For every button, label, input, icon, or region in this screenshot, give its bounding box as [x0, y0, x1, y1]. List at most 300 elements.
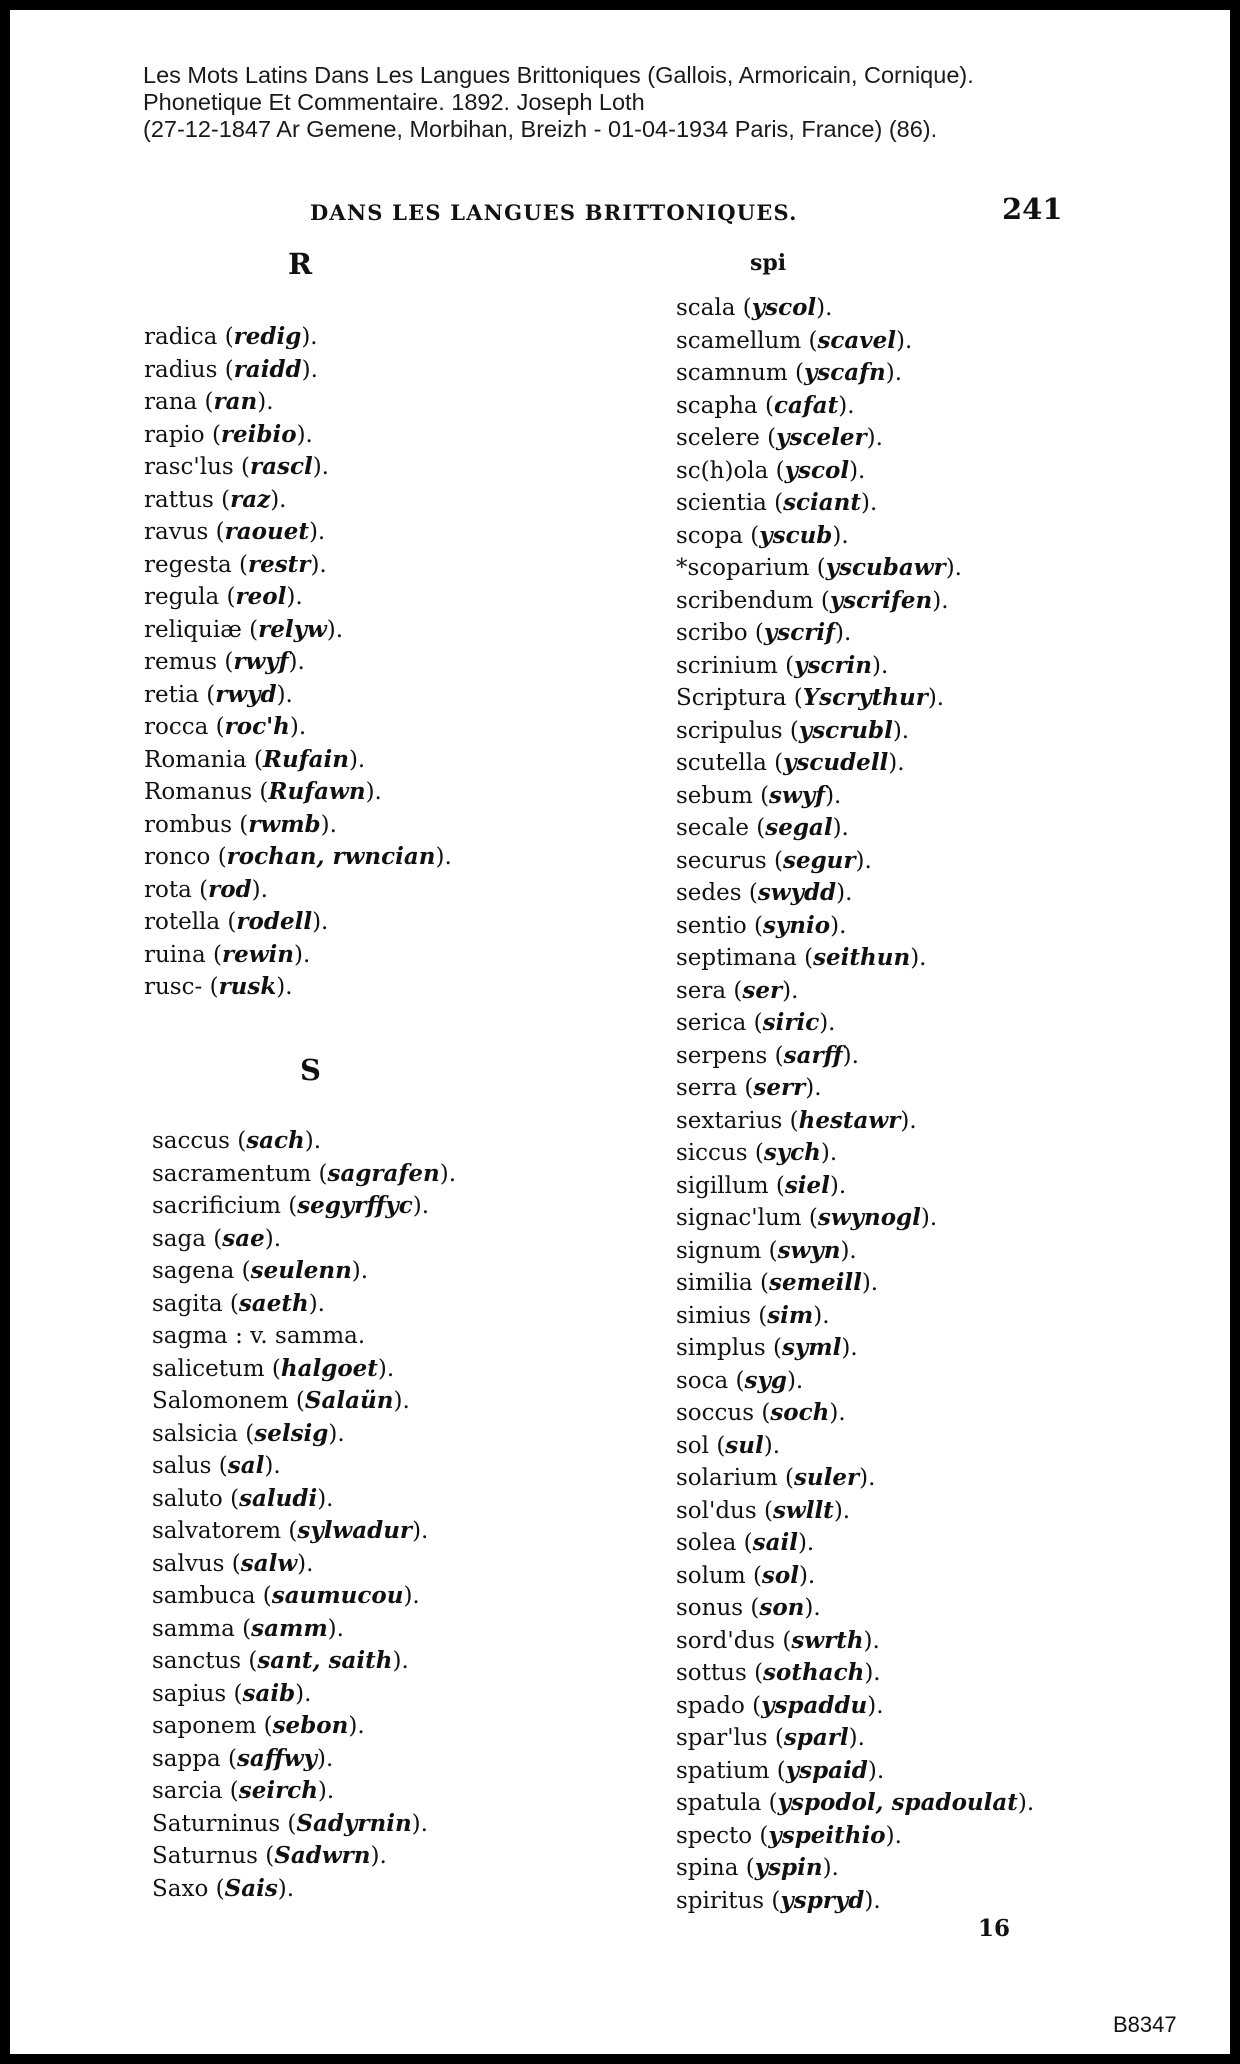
entry-close: ).: [301, 356, 318, 383]
entry-close: ).: [861, 1270, 879, 1296]
latin-term: solea (: [676, 1530, 753, 1556]
dictionary-entry: [144, 971, 452, 1004]
dictionary-entry: [152, 1320, 456, 1353]
brittonic-form: seithun: [813, 944, 911, 971]
dictionary-entry: [676, 325, 1034, 358]
latin-term: solum (: [676, 1562, 762, 1589]
brittonic-form: restr: [247, 550, 311, 578]
entry-close: ).: [277, 1875, 295, 1902]
brittonic-form: sae: [222, 1224, 265, 1252]
entry-close: ).: [832, 522, 849, 549]
latin-term: septimana (: [676, 945, 814, 971]
dictionary-entry: [676, 910, 1034, 943]
latin-term: scamellum (: [676, 327, 818, 354]
dictionary-entry: [676, 1527, 1034, 1560]
brittonic-form: yspaid: [785, 1756, 868, 1784]
latin-term: specto (: [676, 1822, 769, 1849]
dictionary-entry: [676, 1332, 1034, 1365]
latin-term: serra (: [676, 1075, 754, 1101]
entry-close: ).: [412, 1518, 429, 1544]
entry-close: ).: [867, 1692, 884, 1719]
latin-term: spar'lus (: [676, 1725, 784, 1751]
brittonic-form: yscubawr: [825, 554, 946, 581]
brittonic-form: yspin: [754, 1854, 823, 1881]
dictionary-entry: [152, 1613, 456, 1646]
dictionary-entry: [152, 1450, 456, 1483]
latin-term: scopa (: [676, 522, 760, 549]
dictionary-entry: [144, 581, 452, 614]
brittonic-form: semeill: [769, 1269, 862, 1296]
brittonic-form: saffwy: [236, 1744, 318, 1772]
latin-term: sord'dus (: [676, 1627, 792, 1654]
dictionary-entry: [144, 874, 452, 907]
brittonic-form: suler: [793, 1464, 860, 1491]
latin-term: ravus (: [144, 519, 225, 545]
entry-close: ).: [351, 1258, 369, 1284]
brittonic-form: sparl: [783, 1724, 849, 1751]
brittonic-form: segal: [765, 814, 833, 841]
brittonic-form: selsig: [254, 1419, 329, 1447]
latin-term: spatium (: [676, 1757, 786, 1784]
latin-term: sagma : v. samma.: [152, 1323, 366, 1349]
latin-term: securus (: [676, 847, 784, 874]
dictionary-entry: [144, 939, 452, 972]
latin-term: sarcia (: [152, 1778, 239, 1804]
entry-close: ).: [822, 1855, 839, 1881]
latin-term: rasc'lus (: [144, 454, 250, 480]
latin-term: Saturninus (: [152, 1810, 297, 1837]
dictionary-entry: [152, 1645, 456, 1678]
brittonic-form: ser: [742, 976, 783, 1004]
entry-close: ).: [312, 454, 329, 480]
latin-term: signac'lum (: [676, 1205, 818, 1231]
dictionary-entry: [144, 354, 452, 387]
entry-close: ).: [289, 714, 307, 740]
entry-close: ).: [286, 584, 303, 610]
entry-close: ).: [829, 1400, 846, 1426]
dictionary-entry: [676, 487, 1034, 520]
latin-term: Scriptura (: [676, 685, 803, 711]
brittonic-form: ysceler: [776, 424, 867, 451]
brittonic-form: sul: [725, 1431, 764, 1459]
entry-close: ).: [825, 782, 842, 809]
latin-term: rapio (: [144, 421, 221, 448]
entry-close: ).: [885, 360, 903, 386]
entry-close: ).: [439, 1160, 457, 1187]
brittonic-form: ran: [213, 388, 258, 415]
dictionary-entry: [144, 906, 452, 939]
dictionary-entry: [152, 1288, 456, 1321]
brittonic-form: sim: [767, 1301, 814, 1329]
brittonic-form: cafat: [773, 391, 839, 419]
latin-term: scala (: [676, 295, 752, 321]
brittonic-form: swrth: [791, 1626, 864, 1654]
entry-close: ).: [435, 844, 452, 870]
entry-close: ).: [848, 1725, 865, 1751]
entry-close: ).: [842, 1042, 859, 1069]
brittonic-form: yspryd: [780, 1886, 865, 1914]
latin-term: sentio (: [676, 912, 763, 939]
entry-close: ).: [797, 1530, 815, 1556]
dictionary-entry: [676, 650, 1034, 683]
brittonic-form: yscol: [784, 456, 850, 484]
latin-term: spiritus (: [676, 1887, 781, 1914]
latin-term: simius (: [676, 1302, 768, 1329]
latin-term: samma (: [152, 1615, 252, 1642]
latin-term: scientia (: [676, 490, 784, 516]
dictionary-entry: [144, 679, 452, 712]
entry-close: ).: [348, 746, 366, 773]
latin-term: remus (: [144, 649, 234, 675]
dictionary-entry: [676, 975, 1034, 1008]
dictionary-entry: [144, 386, 452, 419]
dictionary-entry: [676, 715, 1034, 748]
latin-term: serpens (: [676, 1042, 784, 1069]
dictionary-entry: [676, 1852, 1034, 1885]
entry-close: ).: [270, 486, 287, 513]
dictionary-entry: [676, 520, 1034, 553]
entry-close: ).: [833, 1497, 851, 1524]
brittonic-form: yspodol, spadoulat: [777, 1789, 1018, 1816]
brittonic-form: rwmb: [248, 810, 321, 838]
latin-term: simplus (: [676, 1335, 782, 1361]
header-line-3: (27-12-1847 Ar Gemene, Morbihan, Breizh - 01-04-1934 Paris, France) (86).: [143, 116, 938, 142]
brittonic-form: seirch: [238, 1777, 318, 1804]
entry-close: ).: [310, 551, 327, 578]
latin-term: spatula (: [676, 1790, 778, 1816]
entry-close: ).: [348, 1713, 365, 1739]
latin-term: sagena (: [152, 1258, 251, 1284]
entry-close: ).: [841, 1335, 858, 1361]
brittonic-form: redig: [233, 323, 302, 350]
latin-term: spina (: [676, 1855, 755, 1881]
entry-close: ).: [257, 389, 274, 415]
entry-close: ).: [896, 327, 913, 354]
brittonic-form: rodell: [236, 908, 313, 935]
brittonic-form: raz: [230, 485, 271, 513]
entry-close: ).: [294, 941, 311, 968]
brittonic-form: saeth: [238, 1289, 309, 1317]
entry-close: ).: [370, 1843, 387, 1869]
entry-close: ).: [264, 1453, 281, 1479]
latin-term: saga (: [152, 1225, 223, 1252]
dictionary-entry: [676, 942, 1034, 975]
brittonic-form: sych: [763, 1139, 821, 1166]
latin-term: Romanus (: [144, 779, 269, 805]
brittonic-form: sothach: [763, 1659, 865, 1686]
dictionary-entry: [676, 1300, 1034, 1333]
latin-term: sacramentum (: [152, 1160, 328, 1187]
brittonic-form: samm: [251, 1614, 328, 1642]
dictionary-entry: [144, 646, 452, 679]
dictionary-entry: [144, 516, 452, 549]
entry-close: ).: [804, 1595, 821, 1621]
entry-close: ).: [910, 945, 927, 971]
brittonic-form: saludi: [239, 1484, 318, 1512]
brittonic-form: saumucou: [271, 1582, 404, 1609]
entry-close: ).: [900, 1107, 917, 1134]
latin-term: radica (: [144, 324, 234, 350]
latin-term: rocca (: [144, 714, 225, 740]
entry-close: ).: [866, 425, 883, 451]
entry-close: ).: [297, 1550, 314, 1577]
brittonic-form: yscafn: [803, 359, 886, 386]
entry-close: ).: [830, 912, 847, 939]
latin-term: sigillum (: [676, 1172, 785, 1199]
brittonic-form: yscudell: [783, 749, 889, 776]
entry-close: ).: [832, 815, 849, 841]
dictionary-entry: [676, 1462, 1034, 1495]
latin-term: sapius (: [152, 1680, 243, 1707]
dictionary-entry: [152, 1580, 456, 1613]
entry-close: ).: [308, 1290, 325, 1317]
dictionary-entry: [152, 1775, 456, 1808]
brittonic-form: reibio: [220, 420, 297, 448]
entry-close: ).: [326, 616, 344, 643]
header-line-1: Les Mots Latins Dans Les Langues Brittoniques (Gallois, Armoricain, Cornique).: [143, 62, 974, 88]
dictionary-entry: [152, 1158, 456, 1191]
entry-close: ).: [317, 1485, 334, 1512]
entry-close: ).: [872, 652, 889, 679]
dictionary-entry: [676, 747, 1034, 780]
entry-close: ).: [892, 717, 910, 744]
section-heading-r: R: [288, 247, 313, 281]
brittonic-form: sol: [761, 1561, 799, 1589]
entry-close: ).: [849, 457, 866, 484]
brittonic-form: yspaddu: [761, 1691, 868, 1719]
dictionary-entry: [676, 1040, 1034, 1073]
dictionary-entry: [152, 1548, 456, 1581]
brittonic-form: scavel: [817, 326, 897, 354]
latin-term: spado (: [676, 1692, 762, 1719]
dictionary-entry: [152, 1125, 456, 1158]
dictionary-entry: [676, 682, 1034, 715]
latin-term: salvatorem (: [152, 1518, 298, 1544]
brittonic-form: siric: [762, 1009, 820, 1036]
brittonic-form: Rufawn: [268, 778, 366, 805]
dictionary-entry: [676, 1885, 1034, 1918]
entry-close: ).: [317, 1745, 334, 1772]
latin-term: rota (: [144, 876, 209, 903]
latin-term: rombus (: [144, 811, 249, 838]
brittonic-form: yscrubl: [798, 716, 893, 744]
scan-header: [143, 62, 1183, 143]
dictionary-entry: [152, 1353, 456, 1386]
dictionary-entry: [152, 1223, 456, 1256]
entry-close: ).: [276, 681, 293, 708]
latin-term: retia (: [144, 681, 216, 708]
brittonic-form: segur: [783, 846, 856, 874]
brittonic-form: swllt: [772, 1496, 834, 1524]
dictionary-entry: [152, 1873, 456, 1906]
brittonic-form: rascl: [249, 453, 313, 480]
entry-close: ).: [312, 909, 329, 935]
entry-close: ).: [859, 1465, 876, 1491]
brittonic-form: segyrffyc: [297, 1192, 413, 1219]
latin-term: salvus (: [152, 1550, 241, 1577]
brittonic-form: Sadyrnin: [296, 1809, 412, 1837]
entry-close: ).: [377, 1355, 395, 1382]
dictionary-entry: [676, 1397, 1034, 1430]
latin-term: similia (: [676, 1270, 770, 1296]
dictionary-entry: [144, 809, 452, 842]
latin-term: secale (: [676, 815, 766, 841]
brittonic-form: yscrif: [763, 619, 835, 646]
brittonic-form: serr: [753, 1074, 806, 1101]
latin-term: siccus (: [676, 1140, 764, 1166]
entry-close: ).: [1017, 1790, 1035, 1816]
dictionary-entry: [676, 552, 1034, 585]
brittonic-form: son: [759, 1594, 805, 1621]
brittonic-form: swydd: [757, 879, 837, 906]
dictionary-entry: [676, 1625, 1034, 1658]
brittonic-form: siel: [784, 1171, 830, 1199]
dictionary-entry: [676, 845, 1034, 878]
latin-term: rusc- (: [144, 974, 219, 1000]
latin-term: sagita (: [152, 1290, 239, 1317]
latin-term: saccus (: [152, 1128, 247, 1154]
dictionary-entry: [676, 455, 1034, 488]
entry-close: ).: [392, 1648, 409, 1674]
dictionary-entry: [676, 390, 1034, 423]
entry-close: ).: [838, 392, 855, 419]
dictionary-entry: [152, 1255, 456, 1288]
latin-term: Salomonem (: [152, 1388, 305, 1414]
latin-term: saponem (: [152, 1713, 273, 1739]
latin-term: sacrificium (: [152, 1193, 298, 1219]
archive-stamp: B8347: [1113, 2012, 1177, 2037]
brittonic-form: seulenn: [250, 1257, 352, 1284]
latin-term: soccus (: [676, 1400, 771, 1426]
right-entries-column: [676, 292, 1034, 1917]
entry-close: ).: [301, 324, 318, 350]
entry-close: ).: [264, 1225, 282, 1252]
entry-close: ).: [867, 1757, 885, 1784]
dictionary-entry: [676, 357, 1034, 390]
dictionary-entry: [676, 1592, 1034, 1625]
running-head: DANS LES LANGUES BRITTONIQUES.: [310, 200, 798, 225]
latin-term: scribendum (: [676, 587, 830, 614]
entry-close: ).: [888, 750, 905, 776]
latin-term: saluto (: [152, 1485, 240, 1512]
brittonic-form: rochan, rwncian: [226, 843, 436, 870]
entry-close: ).: [320, 811, 337, 838]
entry-close: ).: [403, 1583, 420, 1609]
dictionary-entry: [676, 422, 1034, 455]
brittonic-form: yscrin: [794, 651, 873, 679]
latin-term: sottus (: [676, 1660, 764, 1686]
latin-term: scrinium (: [676, 652, 795, 679]
dictionary-entry: [676, 1722, 1034, 1755]
latin-term: sextarius (: [676, 1107, 799, 1134]
latin-term: scutella (: [676, 750, 784, 776]
entry-close: ).: [393, 1388, 410, 1414]
entry-close: ).: [834, 620, 852, 646]
entry-close: ).: [927, 685, 945, 711]
latin-term: rana (: [144, 389, 214, 415]
dictionary-entry: [676, 812, 1034, 845]
entry-close: ).: [863, 1627, 880, 1654]
entry-close: ).: [412, 1193, 430, 1219]
brittonic-form: sant, saith: [257, 1647, 393, 1674]
brittonic-form: sciant: [783, 489, 862, 516]
latin-term: Saxo (: [152, 1875, 225, 1902]
entry-close: ).: [819, 1010, 836, 1036]
brittonic-form: rusk: [218, 973, 277, 1000]
brittonic-form: sarff: [783, 1041, 843, 1069]
entry-close: ).: [864, 1887, 881, 1914]
latin-term: signum (: [676, 1237, 778, 1264]
brittonic-form: salw: [240, 1549, 298, 1577]
dictionary-entry: [152, 1190, 456, 1223]
brittonic-form: hestawr: [798, 1106, 901, 1134]
latin-term: sc(h)ola (: [676, 457, 785, 484]
latin-term: sol'dus (: [676, 1497, 773, 1524]
brittonic-form: syml: [781, 1334, 842, 1361]
brittonic-form: raouet: [224, 518, 309, 545]
latin-term: scapha (: [676, 392, 774, 419]
brittonic-form: yscub: [759, 521, 833, 549]
brittonic-form: rwyf: [233, 648, 289, 675]
dictionary-entry: [152, 1515, 456, 1548]
brittonic-form: rwyd: [215, 680, 277, 708]
entry-close: ).: [327, 1615, 344, 1642]
latin-term: sebum (: [676, 782, 770, 809]
entry-close: ).: [763, 1432, 781, 1459]
latin-term: serica (: [676, 1010, 763, 1036]
dictionary-entry: [144, 549, 452, 582]
entry-close: ).: [411, 1810, 428, 1837]
dictionary-entry: [676, 292, 1034, 325]
dictionary-entry: [144, 484, 452, 517]
latin-term: ronco (: [144, 844, 227, 870]
dictionary-entry: [144, 841, 452, 874]
brittonic-form: swyf: [769, 781, 826, 809]
latin-term: solarium (: [676, 1465, 794, 1491]
dictionary-entry: [676, 585, 1034, 618]
dictionary-entry: [676, 1430, 1034, 1463]
dictionary-entry: [676, 1267, 1034, 1300]
entry-close: ).: [945, 555, 962, 581]
dictionary-entry: [152, 1808, 456, 1841]
dictionary-entry: [152, 1483, 456, 1516]
dictionary-entry: [152, 1678, 456, 1711]
dictionary-entry: [676, 780, 1034, 813]
latin-term: sanctus (: [152, 1648, 258, 1674]
latin-term: reliquiæ (: [144, 616, 259, 643]
dictionary-entry: [144, 744, 452, 777]
latin-term: salicetum (: [152, 1355, 281, 1382]
s-entries-column: [152, 1125, 456, 1905]
brittonic-form: Sadwrn: [274, 1842, 371, 1869]
dictionary-entry: [676, 877, 1034, 910]
dictionary-entry: [676, 1007, 1034, 1040]
dictionary-entry: [144, 711, 452, 744]
latin-term: ruina (: [144, 941, 222, 968]
latin-term: salsicia (: [152, 1420, 255, 1447]
brittonic-form: sach: [246, 1127, 305, 1154]
dictionary-entry: [676, 1495, 1034, 1528]
entry-close: ).: [786, 1367, 804, 1394]
brittonic-form: roc'h: [224, 713, 290, 740]
latin-term: sera (: [676, 977, 743, 1004]
entry-close: ).: [304, 1128, 322, 1154]
latin-term: sambuca (: [152, 1583, 272, 1609]
latin-term: *scoparium (: [676, 555, 826, 581]
entry-close: ).: [295, 1680, 312, 1707]
latin-term: Romania (: [144, 746, 263, 773]
dictionary-entry: [676, 1072, 1034, 1105]
